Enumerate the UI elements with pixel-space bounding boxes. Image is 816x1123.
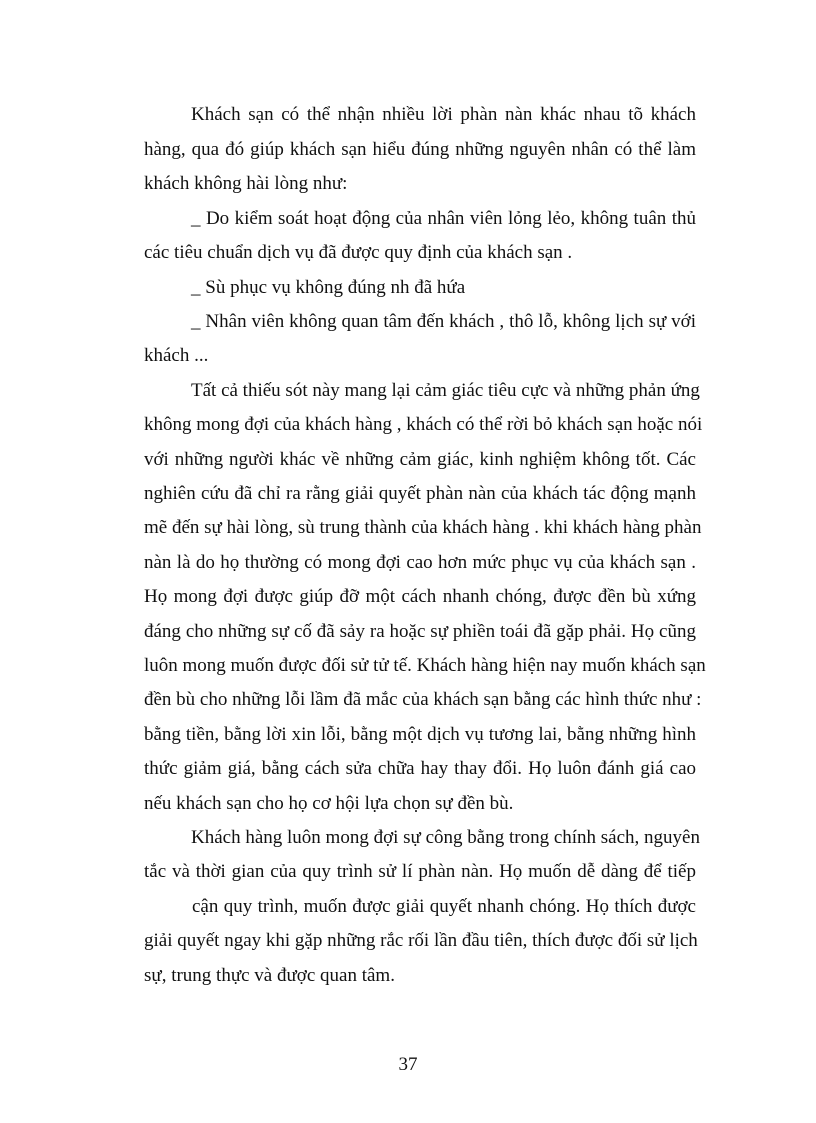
- paragraph-line: Họ mong đợi được giúp đỡ một cách nhanh chóng, được đền bù xứng: [144, 586, 696, 607]
- paragraph-line: Khách hàng luôn mong đợi sự công bằng trong chính sách, nguyên: [191, 827, 700, 848]
- paragraph-line: sự, trung thực và được quan tâm.: [144, 965, 395, 986]
- paragraph-line: thức giảm giá, bằng cách sửa chữa hay thay đổi. Họ luôn đánh giá cao: [144, 758, 696, 779]
- paragraph-line: hàng, qua đó giúp khách sạn hiểu đúng những nguyên nhân có thể làm: [144, 139, 696, 160]
- paragraph-line: mẽ đến sự hài lòng, sù trung thành của khách hàng . khi khách hàng phàn: [144, 517, 702, 538]
- paragraph-line: _ Sù phục vụ không đúng nh đã hứa: [191, 277, 466, 298]
- paragraph-line: khách ...: [144, 345, 209, 366]
- paragraph-line: đền bù cho những lỗi lầm đã mắc của khách sạn bằng các hình thức như :: [144, 689, 702, 710]
- paragraph-line: không mong đợi của khách hàng , khách có thể rời bỏ khách sạn hoặc nói: [144, 414, 703, 435]
- paragraph-line: khách không hài lòng như:: [144, 173, 348, 194]
- paragraph-line: cận quy trình, muốn được giải quyết nhanh chóng. Họ thích được: [192, 896, 696, 917]
- paragraph-line: giải quyết ngay khi gặp những rắc rối lần đầu tiên, thích được đối sử lịch: [144, 930, 698, 951]
- paragraph-line: luôn mong muốn được đối sử tử tế. Khách hàng hiện nay muốn khách sạn: [144, 655, 706, 676]
- paragraph-line: tắc và thời gian của quy trình sử lí phàn nàn. Họ muốn dễ dàng để tiếp: [144, 861, 696, 882]
- paragraph-line: _ Do kiểm soát hoạt động của nhân viên lỏng lẻo, không tuân thủ: [191, 208, 696, 229]
- paragraph-line: với những người khác về những cảm giác, kinh nghiệm không tốt. Các: [144, 449, 696, 470]
- paragraph-line: đáng cho những sự cố đã sảy ra hoặc sự phiền toái đã gặp phải. Họ cũng: [144, 621, 696, 642]
- paragraph-line: Tất cả thiếu sót này mang lại cảm giác tiêu cực và những phản ứng: [191, 380, 700, 401]
- paragraph-line: Khách sạn có thể nhận nhiều lời phàn nàn khác nhau tõ khách: [191, 104, 696, 125]
- paragraph-line: bằng tiền, bằng lời xin lỗi, bằng một dịch vụ tương lai, bằng những hình: [144, 724, 696, 745]
- paragraph-line: _ Nhân viên không quan tâm đến khách , thô lỗ, không lịch sự với: [191, 311, 696, 332]
- paragraph-line: nàn là do họ thường có mong đợi cao hơn mức phục vụ của khách sạn .: [144, 552, 696, 573]
- paragraph-line: nghiên cứu đã chỉ ra rằng giải quyết phàn nàn của khách tác động mạnh: [144, 483, 696, 504]
- page-number: 37: [398, 1054, 418, 1075]
- paragraph-line: nếu khách sạn cho họ cơ hội lựa chọn sự đền bù.: [144, 793, 514, 814]
- paragraph-line: các tiêu chuẩn dịch vụ đã được quy định của khách sạn .: [144, 242, 573, 263]
